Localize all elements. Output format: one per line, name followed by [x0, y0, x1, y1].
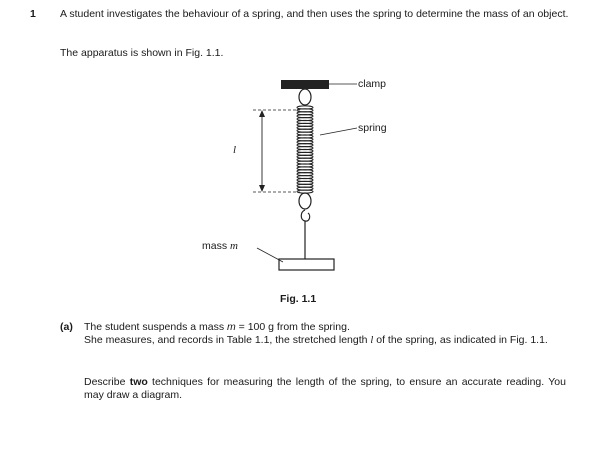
- bottom-hook-loop: [299, 193, 311, 209]
- part-a-line2-pre: She measures, and records in Table 1.1, the stretched length: [84, 334, 371, 346]
- describe-post: techniques for measuring the length of the spring, to ensure an accurate reading. You may draw a diagram.: [84, 376, 566, 401]
- question-intro: A student investigates the behaviour of a spring, and then uses the spring to determine the mass of an object.: [60, 8, 569, 20]
- spring-label: spring: [358, 122, 387, 134]
- length-variable: l: [370, 335, 374, 346]
- mass-hook: [301, 210, 309, 221]
- clamp-block: [281, 80, 329, 89]
- mass-label: mass m: [202, 240, 238, 252]
- spring-label-line: [320, 128, 357, 135]
- mass-block: [279, 259, 334, 270]
- length-arrow-up: [259, 110, 265, 117]
- spring-coils: [297, 106, 313, 193]
- part-a-text: [84, 321, 566, 347]
- part-a-line1-post: = 100 g from the spring.: [235, 321, 350, 333]
- question-number: 1: [30, 8, 36, 20]
- describe-instruction: [84, 376, 566, 402]
- apparatus-text: The apparatus is shown in Fig. 1.1.: [60, 47, 224, 59]
- length-symbol: l: [233, 144, 237, 156]
- part-a-line2-post: of the spring, as indicated in Fig. 1.1.: [373, 334, 548, 346]
- figure-caption: Fig. 1.1: [280, 293, 317, 305]
- mass-variable: m: [227, 321, 236, 333]
- describe-emphasis: two: [129, 376, 148, 388]
- mass-label-line: [257, 248, 283, 262]
- length-arrow-down: [259, 185, 265, 192]
- top-hook-loop: [299, 89, 311, 105]
- describe-pre: Describe: [84, 376, 130, 388]
- part-a-label: (a): [60, 321, 73, 333]
- part-a-line1-pre: The student suspends a mass: [84, 321, 227, 333]
- clamp-label: clamp: [358, 78, 387, 90]
